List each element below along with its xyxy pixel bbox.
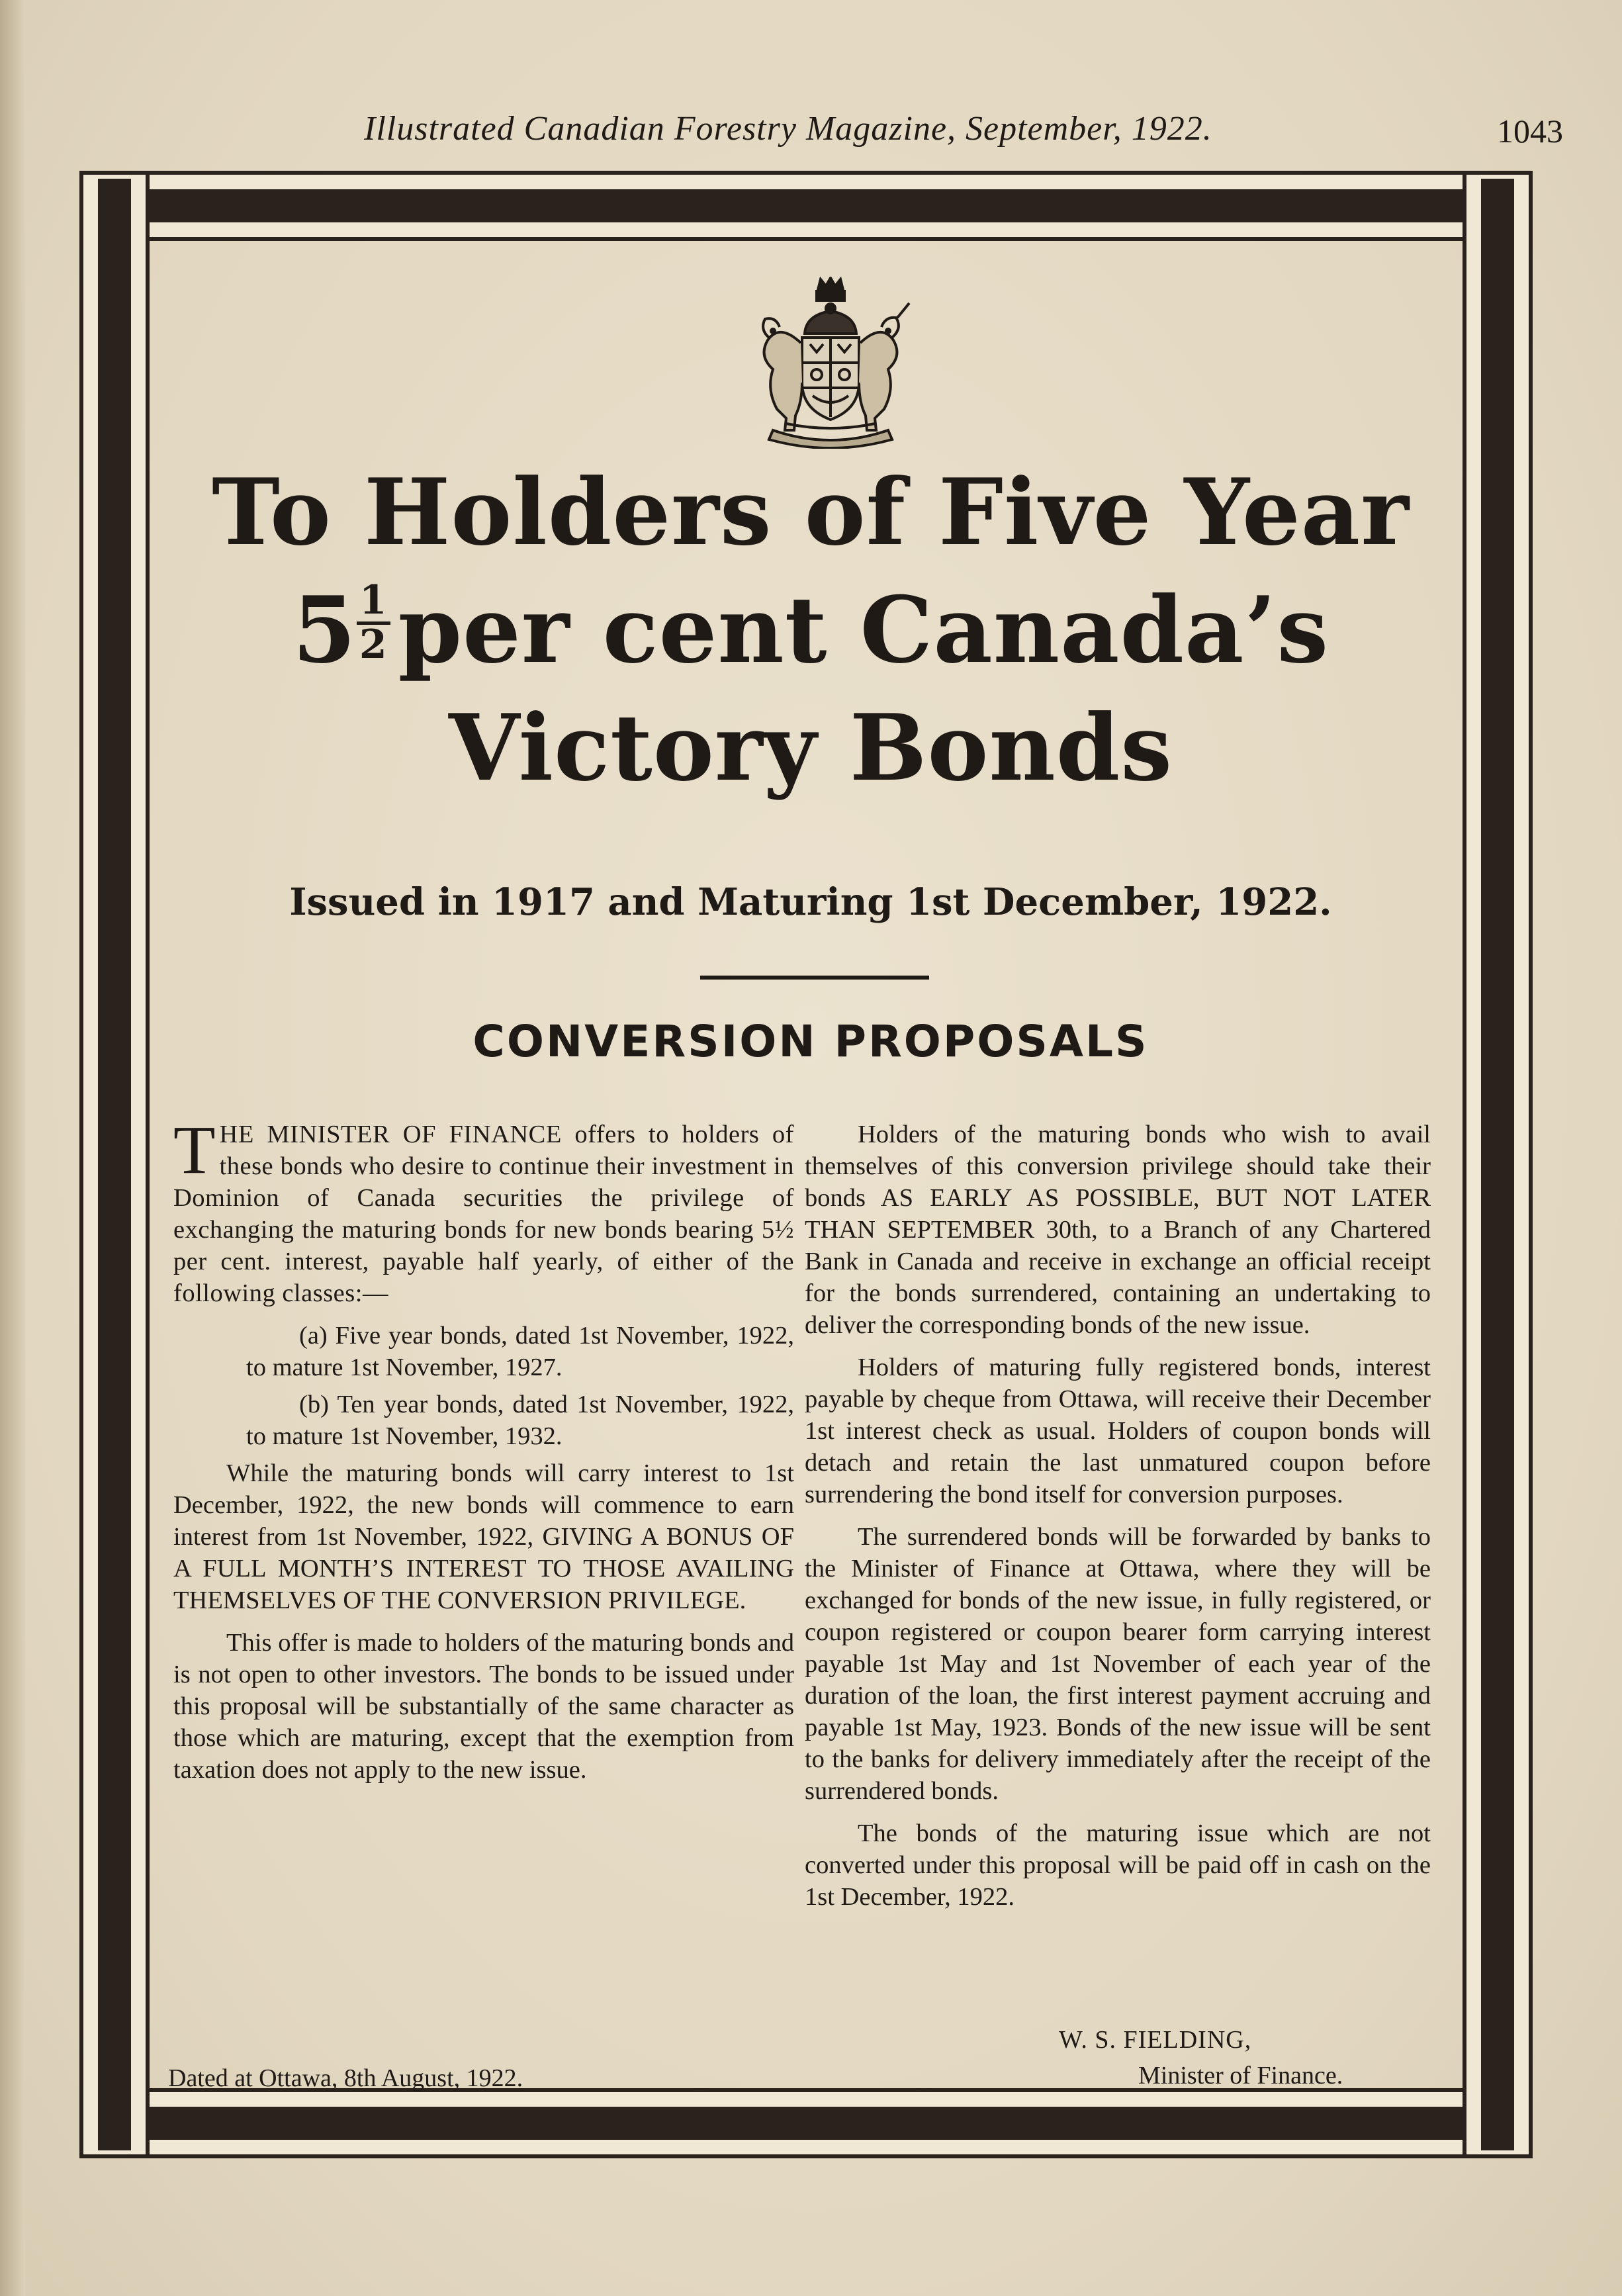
- issue-subhead: Issued in 1917 and Maturing 1st December, 1922.: [289, 880, 1332, 924]
- right-column: [805, 1119, 1431, 1923]
- signatory-name: W. S. FIELDING,: [1059, 2026, 1252, 2054]
- signature-block: [1059, 2025, 1343, 2090]
- border-top: [131, 171, 1531, 241]
- option-a: (a) Five year bonds, dated 1st November, 1922, to mature 1st November, 1927.: [246, 1322, 794, 1381]
- border-right: [1463, 171, 1533, 2158]
- divider-rule: [700, 976, 929, 980]
- headline-line-2: [152, 571, 1469, 689]
- border-left: [79, 171, 150, 2158]
- surrendered-paragraph: The surrendered bonds will be forwarded by banks to the Minister of Finance at Ottawa, where they will be exchanged for bonds of the new issue, in fully registered, or coupon registered or coupon bearer form carrying interest payable 1st May and 1st November of each year of the duration of the loan, the first interest payment accruing and payable 1st May, 1923. Bonds of the new issue will be sent to the banks for delivery immediately after the receipt of the surrendered bonds.: [805, 1523, 1431, 1805]
- coat-of-arms-icon: [746, 277, 915, 449]
- holders-paragraph: Holders of the maturing bonds who wish to avail themselves of this conversion privilege should take their bonds AS EARLY AS POSSIBLE, BUT NOT LATER THAN SEPTEMBER 30th, to a Branch of any Chartered Bank in Canada and receive in exchange an official receipt for the bonds surrendered, containing an undertaking to deliver the corresponding bonds of the new issue.: [805, 1121, 1431, 1339]
- left-column: [173, 1112, 794, 1796]
- headline: [152, 453, 1469, 807]
- signatory-title: Minister of Finance.: [1138, 2062, 1343, 2089]
- headline-rate-rest: per cent Canada’s: [398, 576, 1329, 684]
- headline-line-1: To Holders of Five Year: [212, 458, 1410, 566]
- interest-paragraph: While the maturing bonds will carry interest to 1st December, 1922, the new bonds will commence to earn interest from 1st November, 1922, GIVING A BONUS OF A FULL MONTH’S INTEREST TO THOSE AVAILING THEMSELVES OF THE CONVERSION PRIVILEGE.: [173, 1459, 794, 1614]
- section-title: CONVERSION PROPOSALS: [473, 1016, 1149, 1067]
- fraction-numerator: 1: [357, 580, 390, 625]
- registered-paragraph: Holders of maturing fully registered bonds, interest payable by cheque from Ottawa, will receive their December 1st interest check as usual. Holders of coupon bonds will detach and retain the last unmatured coupon before surrendering the bond itself for conversion purposes.: [805, 1354, 1431, 1508]
- magazine-title: Illustrated Canadian Forestry Magazine, September, 1922.: [364, 110, 1212, 148]
- border-bottom: [79, 2088, 1481, 2158]
- intro-paragraph: [173, 1112, 794, 1309]
- headline-rate-whole: 5: [292, 576, 357, 684]
- dated-line: Dated at Ottawa, 8th August, 1922.: [168, 2064, 523, 2092]
- page-number: 1043: [1497, 113, 1563, 150]
- cash-paragraph: The bonds of the maturing issue which are not converted under this proposal will be paid off in cash on the 1st December, 1922.: [805, 1819, 1431, 1911]
- drop-cap: T: [173, 1112, 216, 1188]
- offer-paragraph: This offer is made to holders of the maturing bonds and is not open to other investors. The bonds to be issued under this proposal will be substantially of the same character as those which are maturing, except that the exemption from taxation does not apply to the new issue.: [173, 1629, 794, 1784]
- headline-rate-fraction: [357, 577, 390, 668]
- fraction-denominator: 2: [359, 621, 388, 668]
- option-b: (b) Ten year bonds, dated 1st November, 1922, to mature 1st November, 1932.: [246, 1391, 794, 1450]
- headline-line-3: Victory Bonds: [448, 694, 1173, 802]
- intro-text: HE MINISTER OF FINANCE offers to holders of these bonds who desire to continue their investment in Dominion of Canada securities the privilege of exchanging the maturing bonds for new bonds bearing 5½ per cent. interest, payable half yearly, of either of the following classes:—: [173, 1121, 794, 1307]
